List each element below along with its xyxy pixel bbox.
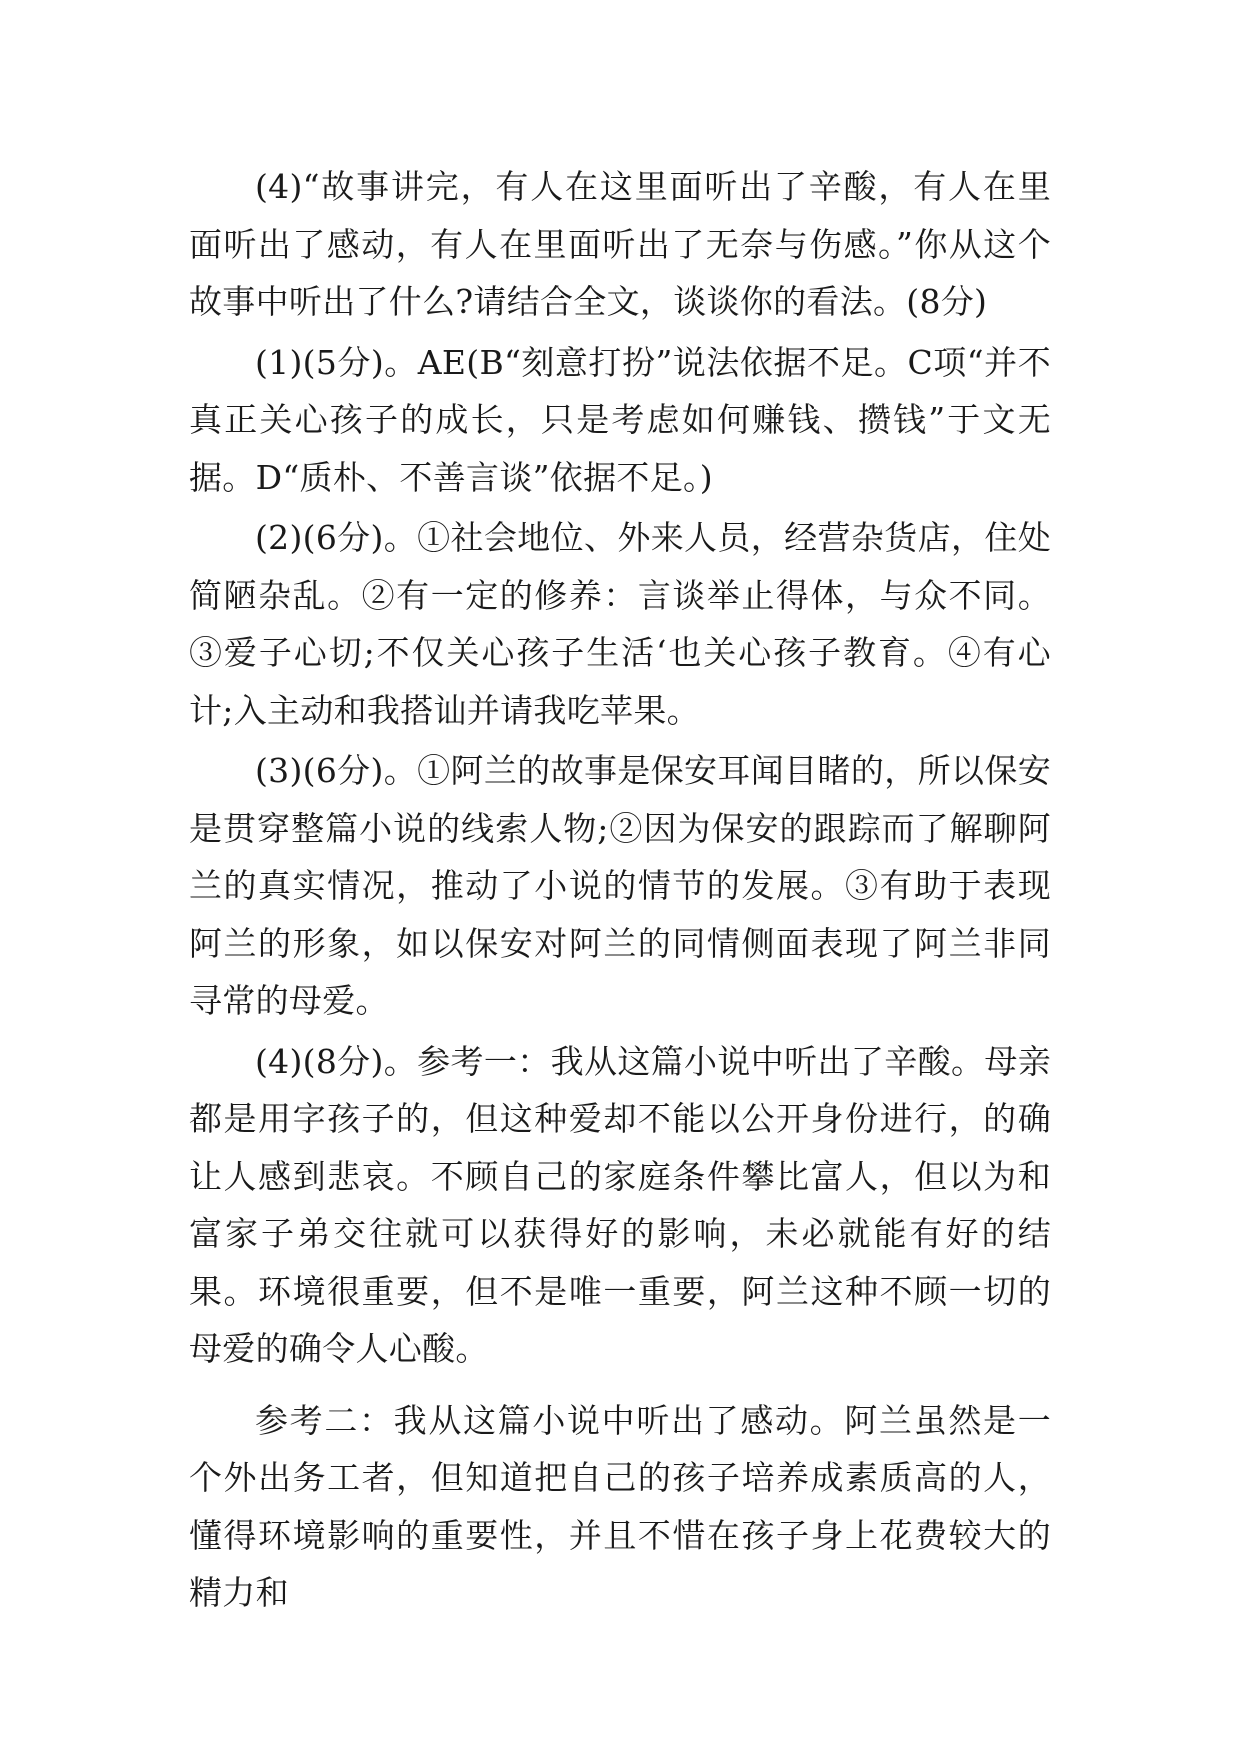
document-page (189, 158, 1051, 1622)
answer-3: (3)(6分)。①阿兰的故事是保安耳闻目睹的，所以保安是贯穿整篇小说的线索人物;②因为保安的跟踪而了解聊阿兰的真实情况，推动了小说的情节的发展。③有助于表现阿兰的形象，如以保安对阿兰的同情侧面表现了阿兰非同寻常的母爱。 (189, 751, 1051, 1020)
question-4-prompt: (4)“故事讲完，有人在这里面听出了辛酸，有人在里面听出了感动，有人在里面听出了无奈与伤感。”你从这个故事中听出了什么?请结合全文，谈谈你的看法。(8分) (189, 167, 1051, 321)
answer-4-reference-1: (4)(8分)。参考一：我从这篇小说中听出了辛酸。母亲都是用字孩子的，但这种爱却不能以公开身份进行，的确让人感到悲哀。不顾自己的家庭条件攀比富人，但以为和富家子弟交往就可以获得好的影响，未必就能有好的结果。环境很重要，但不是唯一重要，阿兰这种不顾一切的母爱的确令人心酸。 (189, 1041, 1051, 1368)
answer-2: (2)(6分)。①社会地位、外来人员，经营杂货店，住处简陋杂乱。②有一定的修养：言谈举止得体，与众不同。③爱子心切;不仅关心孩子生活‘也关心孩子教育。④有心计;入主动和我搭讪并请我吃苹果。 (189, 518, 1051, 730)
answer-1: (1)(5分)。AE(B“刻意打扮”说法依据不足。C项“并不真正关心孩子的成长，只是考虑如何赚钱、攒钱”于文无据。D“质朴、不善言谈”依据不足。) (189, 342, 1051, 497)
answer-4-reference-2: 参考二：我从这篇小说中听出了感动。阿兰虽然是一个外出务工者，但知道把自己的孩子培养成素质高的人，懂得环境影响的重要性，并且不惜在孩子身上花费较大的精力和 (189, 1400, 1051, 1612)
